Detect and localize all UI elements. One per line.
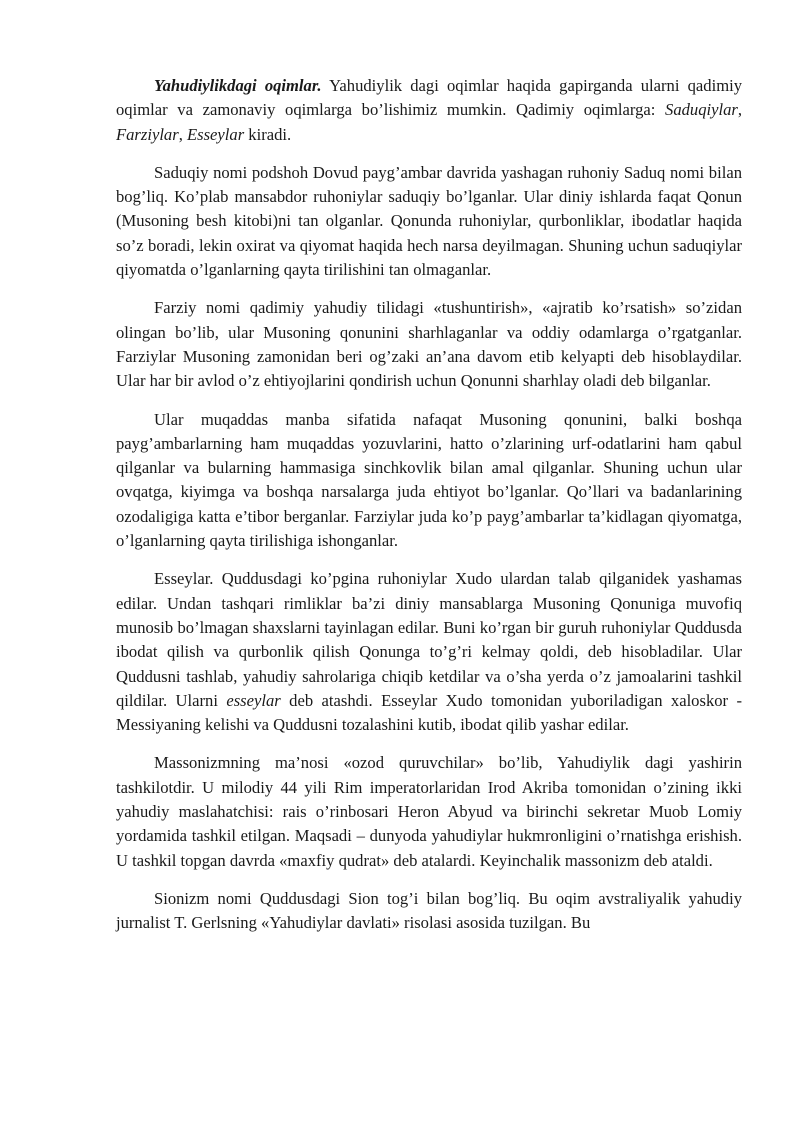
paragraph-text: Yahudiylik dagi oqimlar haqida gapirganda ularni qadimiy oqimlar va zamonaviy oqimlarga bo’lishimiz mumkin. Qadimiy oqimlarga: <box>116 76 743 120</box>
paragraph-esseylar <box>116 567 742 737</box>
paragraph-intro <box>116 74 742 147</box>
paragraph-text: deb atashdi. Esseylar Xudo tomonidan yuboriladigan xaloskor - Messiyaning kelishi va Quddusni tozalashini kutib, ibodat qilib yashar edilar. <box>116 690 742 735</box>
paragraph-sionizm: Sionizm nomi Quddusdagi Sion tog’i bilan bog’liq. Bu oqim avstraliyalik yahudiy jurnalist T. Gerlsning «Yahudiylar davlati» risolasi asosida tuzilgan. Bu <box>116 888 742 933</box>
italic-term-esseylar: Esseylar <box>187 124 245 144</box>
paragraph-text: kiradi. <box>244 124 292 144</box>
paragraph-saduqiy: Saduqiy nomi podshoh Dovud payg’ambar davrida yashagan ruhoniy Saduq nomi bilan bog’liq. Ko’plab mansabdor ruhoniylar saduqiy bo’lganlar. Ular diniy ishlarda faqat Qonun (Musoning besh kitobi)ni tan olganlar. Qonunda ruhoniylar, qurbonliklar, ibodatlar haqida so’z boradi, lekin oxirat va qiyomat haqida hech narsa deyilmagan. Shuning uchun saduqiylar qiyomatda o’lganlarning qayta tirilishini tan olmaganlar. <box>116 162 742 280</box>
italic-term-esseylar-inline: esseylar <box>226 690 281 710</box>
paragraph-massonizm: Massonizmning ma’nosi «ozod quruvchilar» bo’lib, Yahudiylik dagi yashirin tashkilotdir. U milodiy 44 yili Rim imperatorlaridan Irod Akriba tomonidan o’zining ikki yahudiy maslahatchisi: rais o’rinbosari Heron Abyud va birinchi sekretar Muob Lomiy yordamida tashkil etilgan. Maqsadi – dunyoda yahudiylar hukmronligini o’rnatishga erishish. U tashkil topgan davrda «maxfiy qudrat» deb atalardi. Keyinchalik massonizm deb ataldi. <box>116 753 742 870</box>
document-body <box>116 74 742 950</box>
paragraph-farziylar-sources: Ular muqaddas manba sifatida nafaqat Musoning qonunini, balki boshqa payg’ambarlarning ham muqaddas yozuvlarini, hatto o’zlarining urf-odatlarini ham qabul qilganlar va bularning hammasiga sinchkovlik bilan amal qilganlar. Shuning uchun ular ovqatga, kiyimga va boshqa narsalarga juda ehtiyot bo’lganlar. Qo’llari va badanlarining ozodaligiga katta e’tibor berganlar. Farziylar juda ko’p payg’ambarlar ta’kidlagan qiyomatga, o’lganlarning qayta tirilishiga ishonganlar. <box>116 409 742 551</box>
italic-term-saduqiylar: Saduqiylar <box>665 100 738 120</box>
paragraph-farziy: Farziy nomi qadimiy yahudiy tilidagi «tushuntirish», «ajratib ko’rsatish» so’zidan olingan bo’lib, ular Musoning qonunini sharhlaganlar va oddiy odamlarga o’rgatganlar. Farziylar Musoning zamonidan beri og’zaki an’ana davom etib kelyapti deb hisoblaydilar. Ular har bir avlod o’z ehtiyojlarini qondirish uchun Qonunni sharhlay oladi deb bilganlar. <box>116 298 742 391</box>
separator: , <box>178 124 187 144</box>
separator: , <box>737 100 742 120</box>
section-heading: Yahudiylikdagi oqimlar. <box>154 76 322 95</box>
paragraph-text: Esseylar. Quddusdagi ko’pgina ruhoniylar Xudo ulardan talab qilganidek yashamas edilar. Undan tashqari rimliklar ba’zi diniy mansablarga Musoning Qonuniga muvofiq munosib bo’lmagan shaxslarni tayinlagan edilar. Buni ko’rgan bir guruh ruhoniylar Quddusda ibodat qilish va qurbonlik qilish Qonunga to’g’ri kelmay qoldi, deb hisobladilar. Ular Quddusni tashlab, yahudiy sahrolariga chiqib ketdilar va o’sha yerda o’z jamoalarini tashkil qildilar. Ularni <box>116 569 742 710</box>
italic-term-farziylar: Farziylar <box>116 124 179 144</box>
